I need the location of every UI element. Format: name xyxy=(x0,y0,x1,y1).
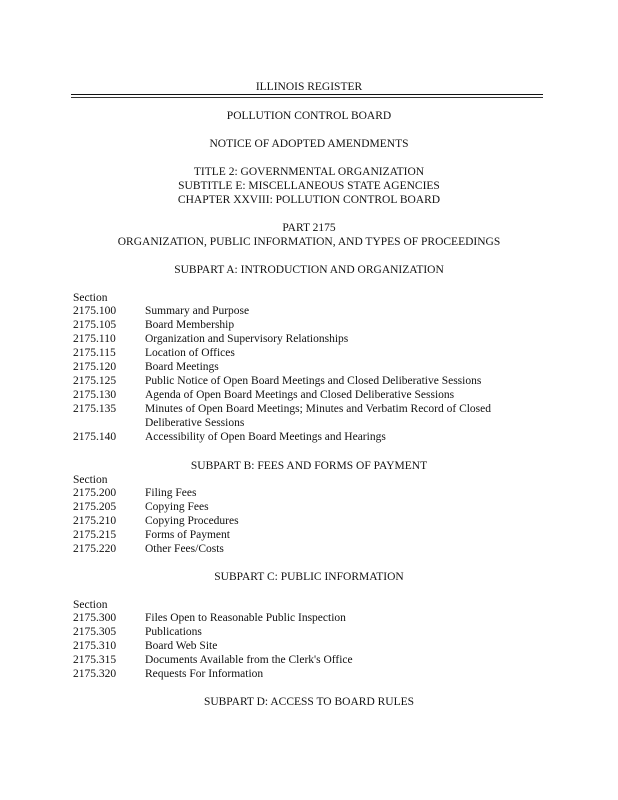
section-number: 2175.105 xyxy=(73,319,117,331)
section-number: 2175.125 xyxy=(73,375,117,387)
subpart-heading: SUBPART A: INTRODUCTION AND ORGANIZATION xyxy=(174,264,444,276)
chapter-line: CHAPTER XXVIII: POLLUTION CONTROL BOARD xyxy=(177,194,441,206)
section-number: 2175.315 xyxy=(73,654,117,666)
section-number: 2175.115 xyxy=(73,347,116,359)
section-number: 2175.140 xyxy=(73,431,117,443)
section-title: Public Notice of Open Board Meetings and Closed Deliberative Sessions xyxy=(145,375,482,387)
subpart-heading: SUBPART C: PUBLIC INFORMATION xyxy=(214,571,404,583)
section-number: 2175.210 xyxy=(73,515,117,527)
title-line: TITLE 2: GOVERNMENTAL ORGANIZATION xyxy=(193,166,425,178)
section-number: 2175.130 xyxy=(73,389,117,401)
section-title: Requests For Information xyxy=(145,668,264,680)
section-label: Section xyxy=(73,292,108,304)
part-number: PART 2175 xyxy=(282,222,336,234)
section-title: Forms of Payment xyxy=(145,529,230,541)
subpart-heading: SUBPART D: ACCESS TO BOARD RULES xyxy=(203,696,415,708)
section-title: Board Membership xyxy=(145,319,235,331)
section-title: Copying Fees xyxy=(145,501,209,513)
agency-name: POLLUTION CONTROL BOARD xyxy=(226,110,392,122)
section-number: 2175.100 xyxy=(73,305,117,317)
section-title: Accessibility of Open Board Meetings and Hearings xyxy=(145,431,386,443)
section-number: 2175.135 xyxy=(73,403,117,415)
section-title: Other Fees/Costs xyxy=(145,543,224,555)
header-rule xyxy=(71,94,543,95)
section-number: 2175.320 xyxy=(73,668,117,680)
section-label: Section xyxy=(73,599,108,611)
section-number: 2175.300 xyxy=(73,612,117,624)
section-number: 2175.120 xyxy=(73,361,117,373)
notice-title: NOTICE OF ADOPTED AMENDMENTS xyxy=(209,138,409,150)
section-title: Summary and Purpose xyxy=(145,305,250,317)
section-title: Filing Fees xyxy=(145,487,197,499)
section-number: 2175.220 xyxy=(73,543,117,555)
section-title: Organization and Supervisory Relationships xyxy=(145,333,349,345)
section-title: Publications xyxy=(145,626,202,638)
section-title: Board Web Site xyxy=(145,640,218,652)
section-number: 2175.110 xyxy=(73,333,116,345)
section-title: Copying Procedures xyxy=(145,515,239,527)
section-number: 2175.310 xyxy=(73,640,117,652)
section-number: 2175.305 xyxy=(73,626,117,638)
register-header: ILLINOIS REGISTER xyxy=(255,81,363,93)
section-label: Section xyxy=(73,474,108,486)
section-number: 2175.205 xyxy=(73,501,117,513)
subtitle-line: SUBTITLE E: MISCELLANEOUS STATE AGENCIES xyxy=(178,180,440,192)
section-number: 2175.215 xyxy=(73,529,117,541)
section-title: Agenda of Open Board Meetings and Closed Deliberative Sessions xyxy=(145,389,455,401)
section-title: Board Meetings xyxy=(145,361,219,373)
part-title: ORGANIZATION, PUBLIC INFORMATION, AND TYPES OF PROCEEDINGS xyxy=(117,236,501,248)
subpart-heading: SUBPART B: FEES AND FORMS OF PAYMENT xyxy=(190,460,428,472)
header-rule-thin xyxy=(71,97,543,98)
section-number: 2175.200 xyxy=(73,487,117,499)
section-title: Files Open to Reasonable Public Inspection xyxy=(145,612,346,624)
section-title: Location of Offices xyxy=(145,347,235,359)
section-title: Documents Available from the Clerk's Office xyxy=(145,654,353,666)
section-title: Minutes of Open Board Meetings; Minutes and Verbatim Record of Closed Deliberative Sessions xyxy=(145,403,492,429)
